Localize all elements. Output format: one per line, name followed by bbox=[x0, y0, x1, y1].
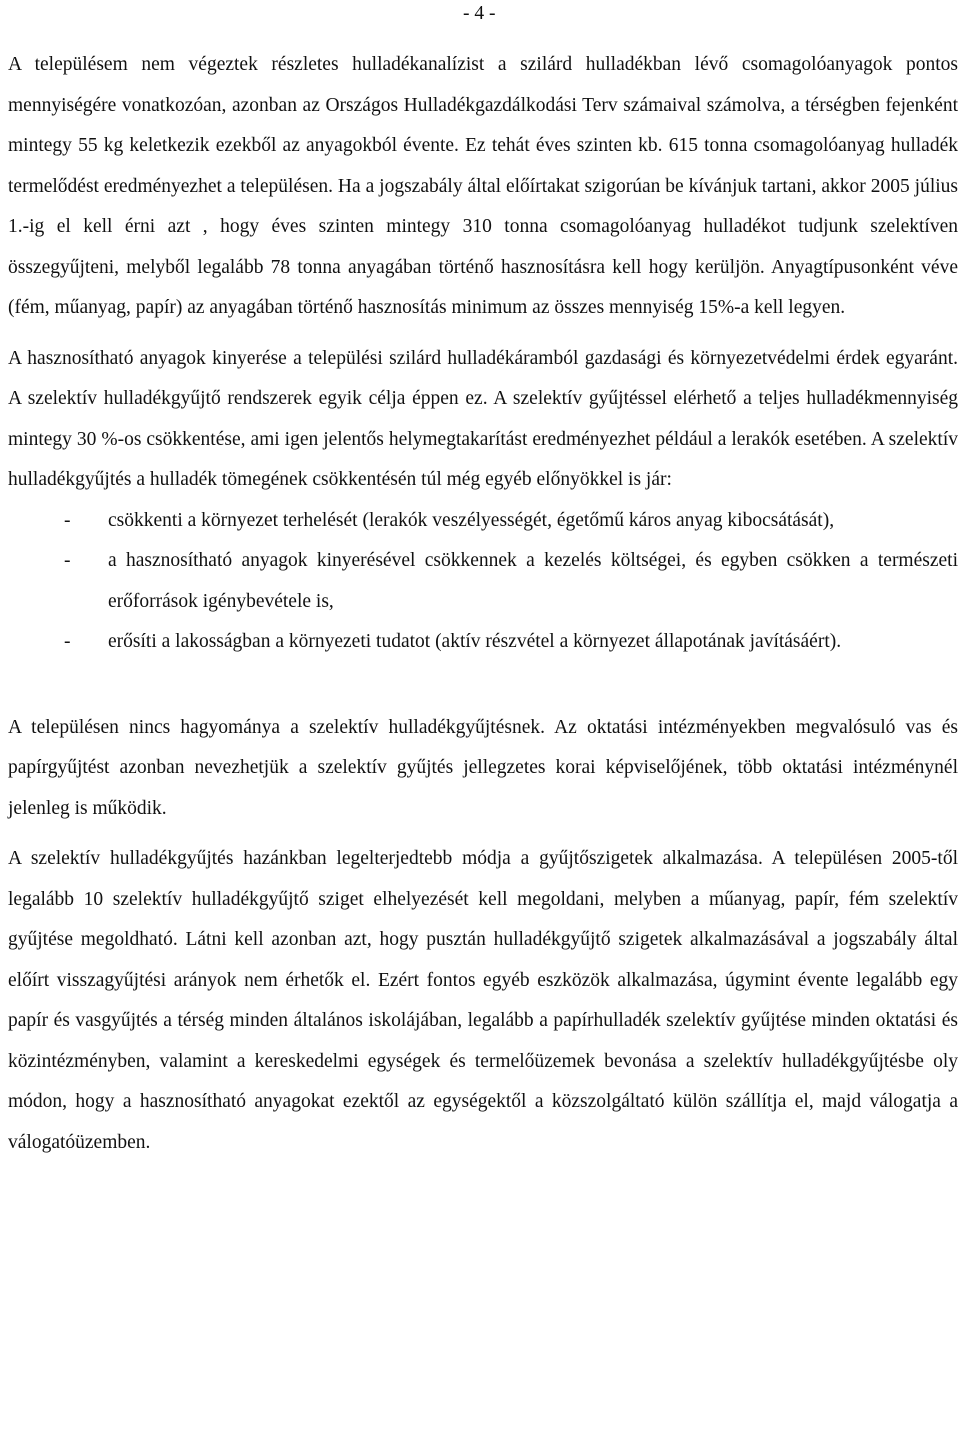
paragraph-no-tradition: A településen nincs hagyománya a szelektív hulladékgyűjtésnek. Az oktatási intézményekben megvalósuló vas és papírgyűjtést azonban nevezhetjük a szelektív gyűjtés jellegzetes korai képviselőjének, több oktatási intézménynél jelenleg is működik. bbox=[8, 716, 958, 819]
list-item bbox=[8, 541, 958, 622]
paragraph-recovery-benefits: A hasznosítható anyagok kinyerése a települési szilárd hulladékáramból gazdasági és környezetvédelmi érdek egyaránt. A szelektív hulladékgyűjtő rendszerek egyik célja éppen ez. A szelektív gyűjtéssel elérhető a teljes hulladékmennyiség mintegy 30 %-os csökkentése, ami igen jelentős helymegtakarítást eredményezhet például a lerakók esetében. A szelektív hulladékgyűjtés a hulladék tömegének csökkentésén túl még egyéb előnyökkel is jár: bbox=[8, 347, 958, 490]
paragraph-collection-islands: A szelektív hulladékgyűjtés hazánkban legelterjedtebb módja a gyűjtőszigetek alkalmazása. A településen 2005-től legalább 10 szelektív hulladékgyűjtő sziget elhelyezését kell megoldani, melyben a műanyag, papír, fém szelektív gyűjtése megoldható. Látni kell azonban azt, hogy pusztán hulladékgyűjtő szigetek alkalmazásával a jogszabály által előírt visszagyűjtési arányok nem érhetők el. Ezért fontos egyéb eszközök alkalmazása, úgymint évente legalább egy papír és vasgyűjtés a térség minden általános iskolájában, legalább a papírhulladék szelektív gyűjtése minden oktatási és közintézményben, valamint a kereskedelmi egységek és termelőüzemek bevonása a szelektív hulladékgyűjtésbe oly módon, hogy a hasznosítható anyagokat ezektől az egységektől a közszolgáltató külön szállítja el, majd válogatja a válogatóüzemben. bbox=[8, 848, 958, 1153]
document-page bbox=[8, 0, 958, 1440]
list-dash: - bbox=[64, 550, 71, 571]
benefits-list bbox=[8, 501, 958, 663]
list-dash: - bbox=[64, 509, 71, 531]
list-item-text: csökkenti a környezet terhelését (lerakók veszélyességét, égetőmű káros anyag kibocsátását), bbox=[108, 509, 835, 531]
paragraph-packaging-waste: A településem nem végeztek részletes hulladékanalízist a szilárd hulladékban lévő csomagolóanyagok pontos mennyiségére vonatkozóan, azonban az Országos Hulladékgazdálkodási Terv számaival számolva, a térségben fejenként mintegy 55 kg keletkezik ezekből az anyagokból évente. Ez tehát éves szinten kb. 615 tonna csomagolóanyag hulladék termelődést eredményezhet a településen. Ha a jogszabály által előírtakat szigorúan be kívánjuk tartani, akkor 2005 július 1.-ig el kell érni azt , hogy éves szinten mintegy 310 tonna csomagolóanyag hulladékot tudjunk szelektíven összegyűjteni, melyből legalább 78 tonna anyagában történő hasznosításra kell hogy kerüljön. Anyagtípusonként véve (fém, műanyag, papír) az anyagában történő hasznosítás minimum az összes mennyiség 15%-a kell legyen. bbox=[8, 54, 958, 318]
list-item-text: a hasznosítható anyagok kinyerésével csökkennek a kezelés költségei, és egyben csökken a természeti erőforrások igénybevétele is, bbox=[108, 550, 958, 612]
page-number: - 4 - bbox=[463, 3, 496, 24]
list-item bbox=[8, 622, 958, 663]
list-dash: - bbox=[64, 631, 71, 652]
list-item-text: erősíti a lakosságban a környezeti tudatot (aktív részvétel a környezet állapotának javításáért). bbox=[108, 631, 842, 652]
document-body bbox=[8, 45, 958, 1163]
list-item bbox=[8, 501, 958, 542]
